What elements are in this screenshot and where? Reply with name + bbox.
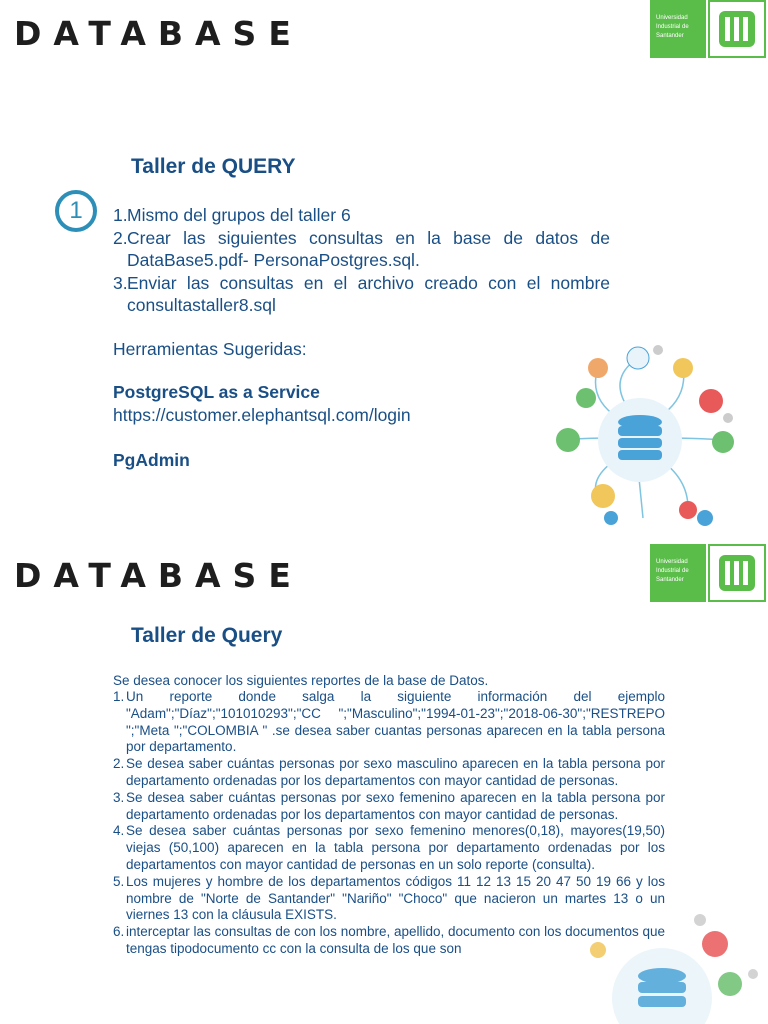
- uis-logo-text: Universidad Industrial de Santander: [650, 544, 706, 602]
- list-item: 2. Se desea saber cuántas personas por sexo masculino aparecen en la tabla persona por departamento ordenadas por los departamentos con mayor cantidad de personas.: [113, 756, 665, 788]
- uis-logo: [650, 544, 766, 602]
- brand-title: DATABASE: [14, 14, 303, 53]
- task-list: [113, 204, 610, 317]
- brand-title: DATABASE: [14, 556, 303, 595]
- page-title: Taller de QUERY: [131, 155, 296, 178]
- list-item: 6. interceptar las consultas de con los nombre, apellido, documento con los documentos que tengas tipodocumento cc con la consulta de los que son: [113, 924, 665, 956]
- step-badge-number: 1: [69, 197, 83, 224]
- uis-logo: [650, 0, 766, 58]
- list-item: 1. Un reporte donde salga la siguiente información del ejemplo "Adam";"Díaz";"101010293";"CC ";"Masculino";"1994-01-23";"2018-06-30";"RESTREPO ";"Meta ";"COLOMBIA " .se desea saber cuantas personas aparecen en la tabla persona por departamento.: [113, 689, 665, 755]
- list-item: 2. Crear las siguientes consultas en la base de datos de DataBase5.pdf- PersonaPostgres.sql.: [113, 227, 610, 270]
- service-url-link[interactable]: https://customer.elephantsql.com/login: [113, 405, 411, 425]
- list-item: 3. Se desea saber cuántas personas por sexo femenino aparecen en la tabla persona por departamento ordenadas por los departamentos con mayor cantidad de personas.: [113, 789, 665, 822]
- step-badge: [55, 190, 97, 232]
- list-item: 5. Los mujeres y hombre de los departamentos códigos 11 12 13 15 20 47 50 19 66 y los nombre de "Norte de Santander" "Nariño" "Choco" que nacieron un martes 13 o un viernes 13 con la cláusula EXISTS.: [113, 873, 665, 923]
- report-list: [113, 689, 665, 958]
- uis-logo-mark: [708, 0, 766, 58]
- slide-2: [0, 540, 768, 1024]
- list-item: 3. Enviar las consultas en el archivo creado con el nombre consultastaller8.sql: [113, 272, 610, 315]
- pgadmin-label: PgAdmin: [113, 450, 190, 470]
- intro-text: Se desea conocer los siguientes reportes de la base de Datos.: [113, 673, 489, 688]
- service-name: PostgreSQL as a Service: [113, 382, 320, 402]
- uis-logo-mark: [708, 544, 766, 602]
- list-item: 1. Mismo del grupos del taller 6: [113, 205, 351, 225]
- tools-heading: Herramientas Sugeridas:: [113, 339, 307, 359]
- uis-logo-text: Universidad Industrial de Santander: [650, 0, 706, 58]
- page-title: Taller de Query: [131, 624, 283, 647]
- database-illustration: [548, 338, 738, 530]
- list-item: 4. Se desea saber cuántas personas por sexo femenino menores(0,18), mayores(19,50) viejas (50,100) aparecen en la tabla persona por departamento ordenadas por los departamentos con mayor cantidad de personas en un solo reporte (consulta).: [113, 823, 665, 872]
